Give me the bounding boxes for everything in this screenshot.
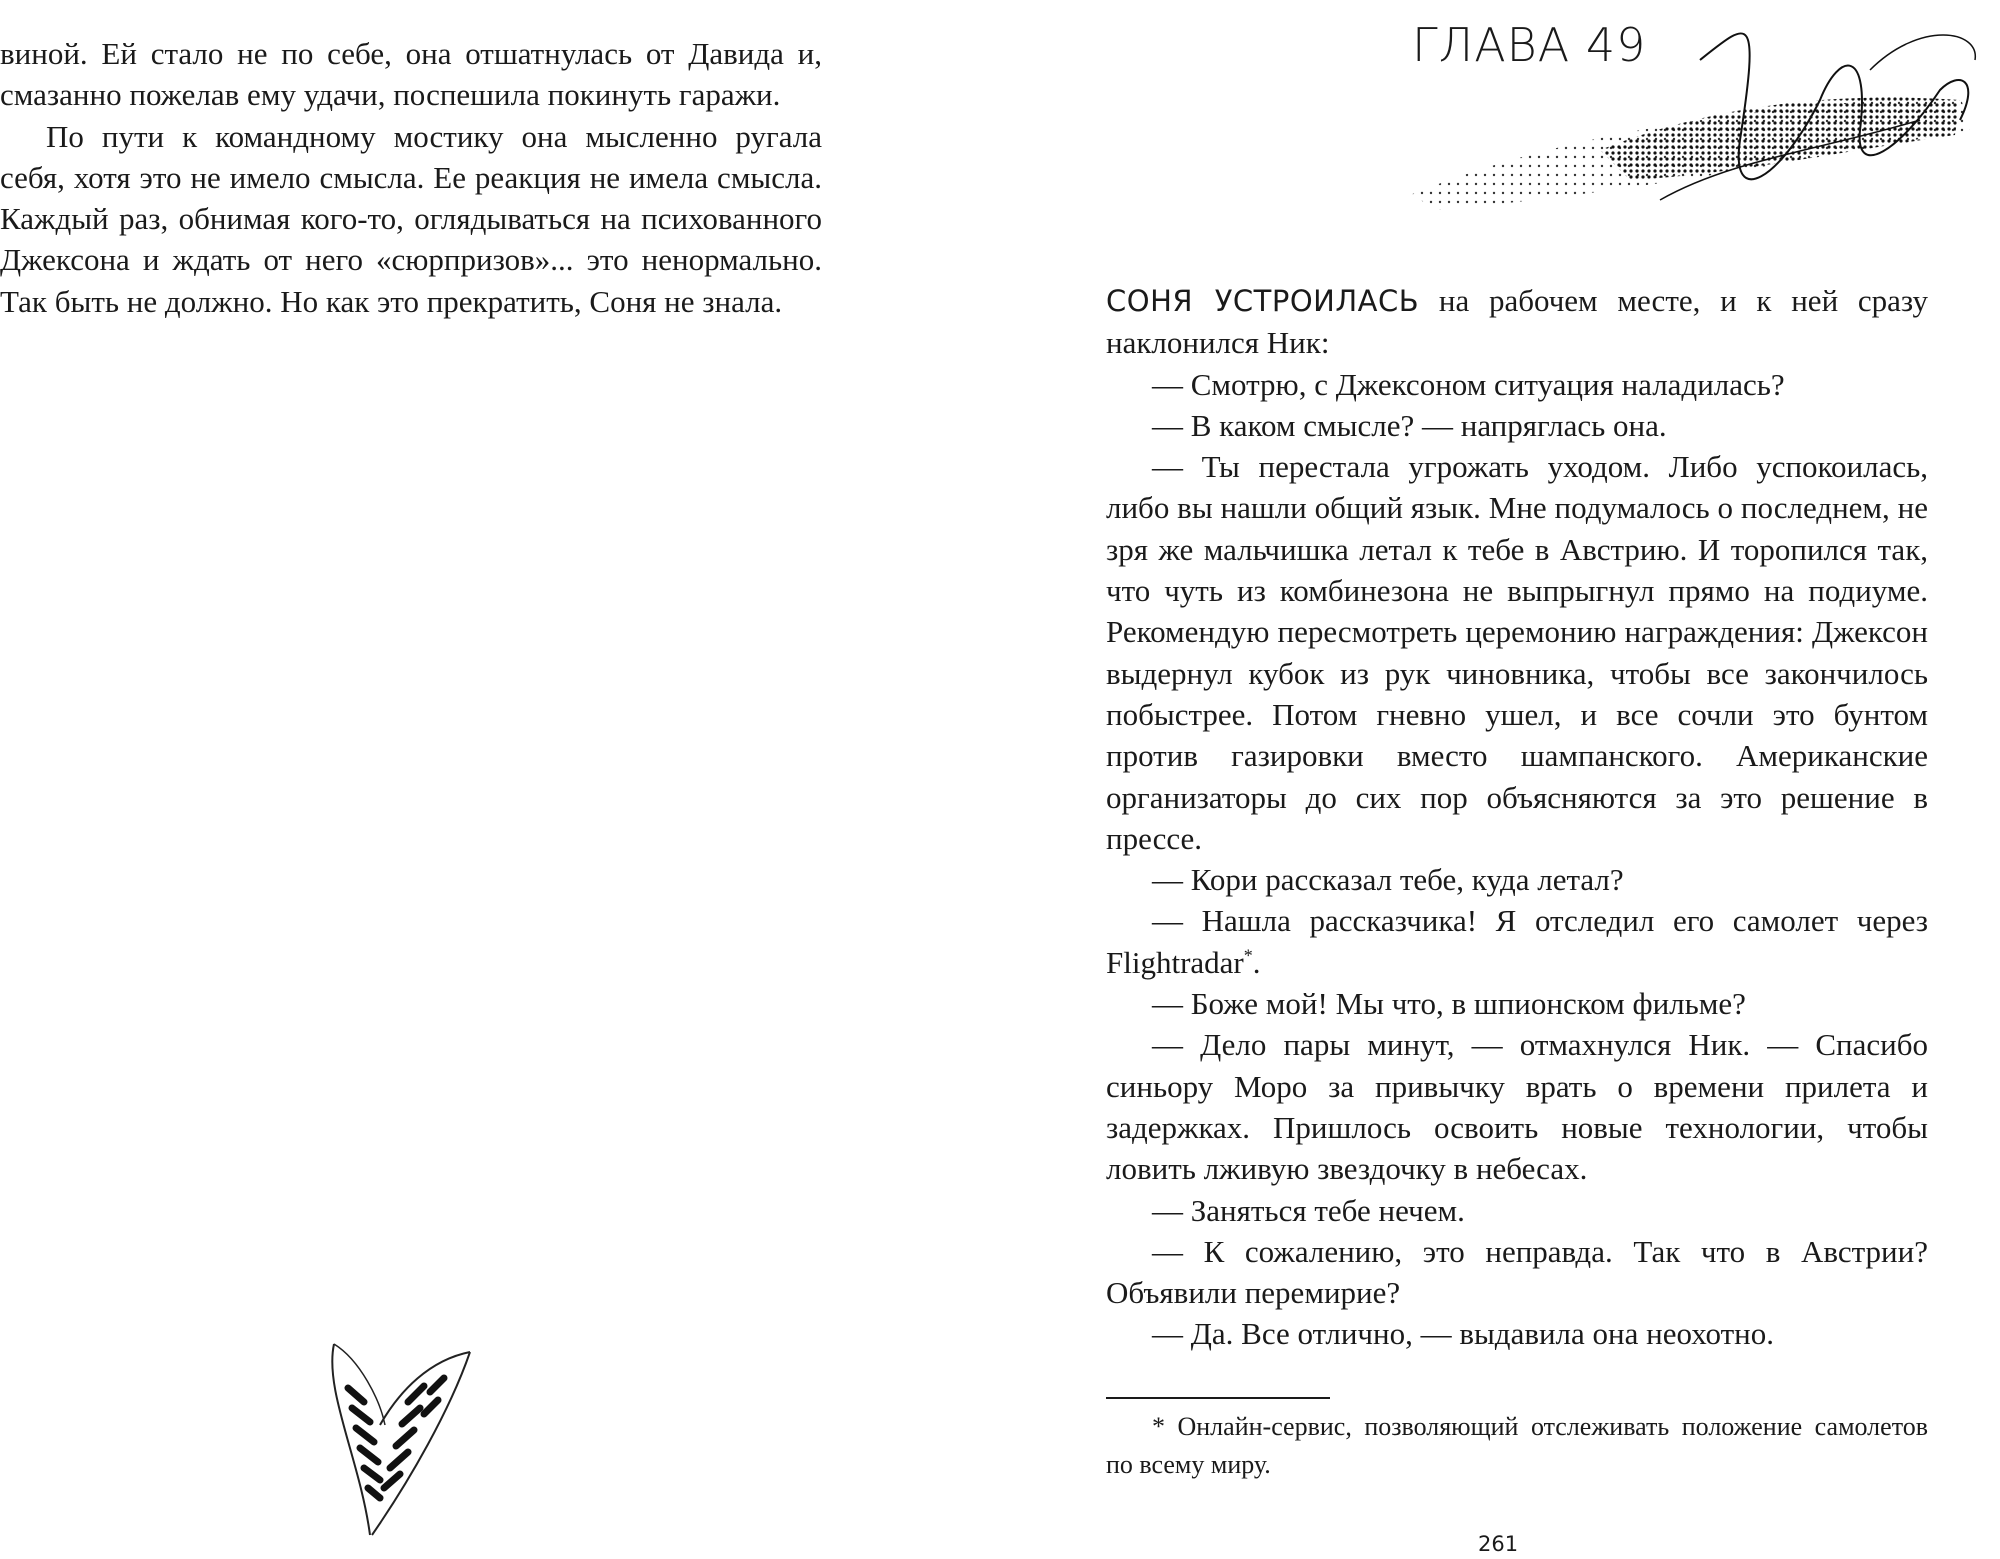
paragraph: — Боже мой! Мы что, в шпионском фильме? <box>1152 986 1746 1022</box>
paragraph: — В каком смысле? — напряглась она. <box>1152 407 1667 443</box>
paragraph: — Кори рассказал тебе, куда летал? <box>1152 862 1624 898</box>
paragraph: — Ты перестала угрожать уходом. Либо успокоилась, либо вы нашли общий язык. Мне подумалось о последнем, не зря же мальчишка летал к тебе в Австрию. И торопился так, что чуть из комбинезона не выпрыгнул прямо на подиуме. Рекомендую пересмотреть церемонию награждения: Джексон выдернул кубок из рук чиновника, чтобы все закончилось побыстрее. Потом гневно ушел, и все сочли это бунтом против газировки вместо шампанского. Американские организаторы до сих пор объясняются за это решение в прессе. <box>1106 449 1928 856</box>
footnote-divider <box>1106 1397 1330 1399</box>
page-number: 261 <box>1478 1532 1519 1556</box>
opening-rest: на рабочем месте, и к ней сразу наклонился Ник: <box>1106 283 1928 361</box>
right-page <box>1000 0 2000 1559</box>
right-page-text <box>1106 280 1928 1355</box>
paragraph-with-footnote <box>1106 900 1928 983</box>
footnote: * Онлайн-сервис, позволяющий отслеживать положение самолетов по всему миру. <box>1106 1412 1928 1479</box>
paragraph: — К сожалению, это неправда. Так что в Австрии? Объявили перемирие? <box>1106 1233 1928 1311</box>
footnote-marker: * <box>1243 945 1253 966</box>
paragraph: — Да. Все отлично, — выдавила она неохотно. <box>1152 1316 1775 1352</box>
flight-paragraph-text: — Нашла рассказчика! Я отследил его самолет через Flightradar <box>1106 903 1928 980</box>
paragraph: — Дело пары минут, — отмахнулся Ник. — Спасибо синьору Моро за привычку врать о времени прилета и задержках. Пришлось освоить новые технологии, чтобы ловить лживую звездочку в небесах. <box>1106 1027 1928 1187</box>
flight-paragraph-end: . <box>1252 944 1261 980</box>
opening-caps: СОНЯ УСТРОИЛАСЬ <box>1106 284 1420 318</box>
paragraph: — Смотрю, с Джексоном ситуация наладилась? <box>1152 366 1785 402</box>
opening-paragraph <box>1106 280 1928 364</box>
paragraph: По пути к командному мостику она мысленно ругала себя, хотя это не имело смысла. Ее реакция не имела смысла. Каждый раз, обнимая кого-то, оглядываться на психованного Джексона и ждать от него «сюрпризов»... это ненормально. Так быть не должно. Но как это прекратить, Соня не знала. <box>0 118 822 319</box>
chapter-heading: ГЛАВА 49 <box>1412 18 1647 72</box>
left-page-text <box>0 33 822 322</box>
paragraph: — Заняться тебе нечем. <box>1152 1192 1465 1228</box>
tire-tread-heart-icon <box>320 1330 490 1550</box>
paragraph: виной. Ей стало не по себе, она отшатнулась от Давида и, смазанно пожелав ему удачи, поспешила покинуть гаражи. <box>0 36 822 113</box>
